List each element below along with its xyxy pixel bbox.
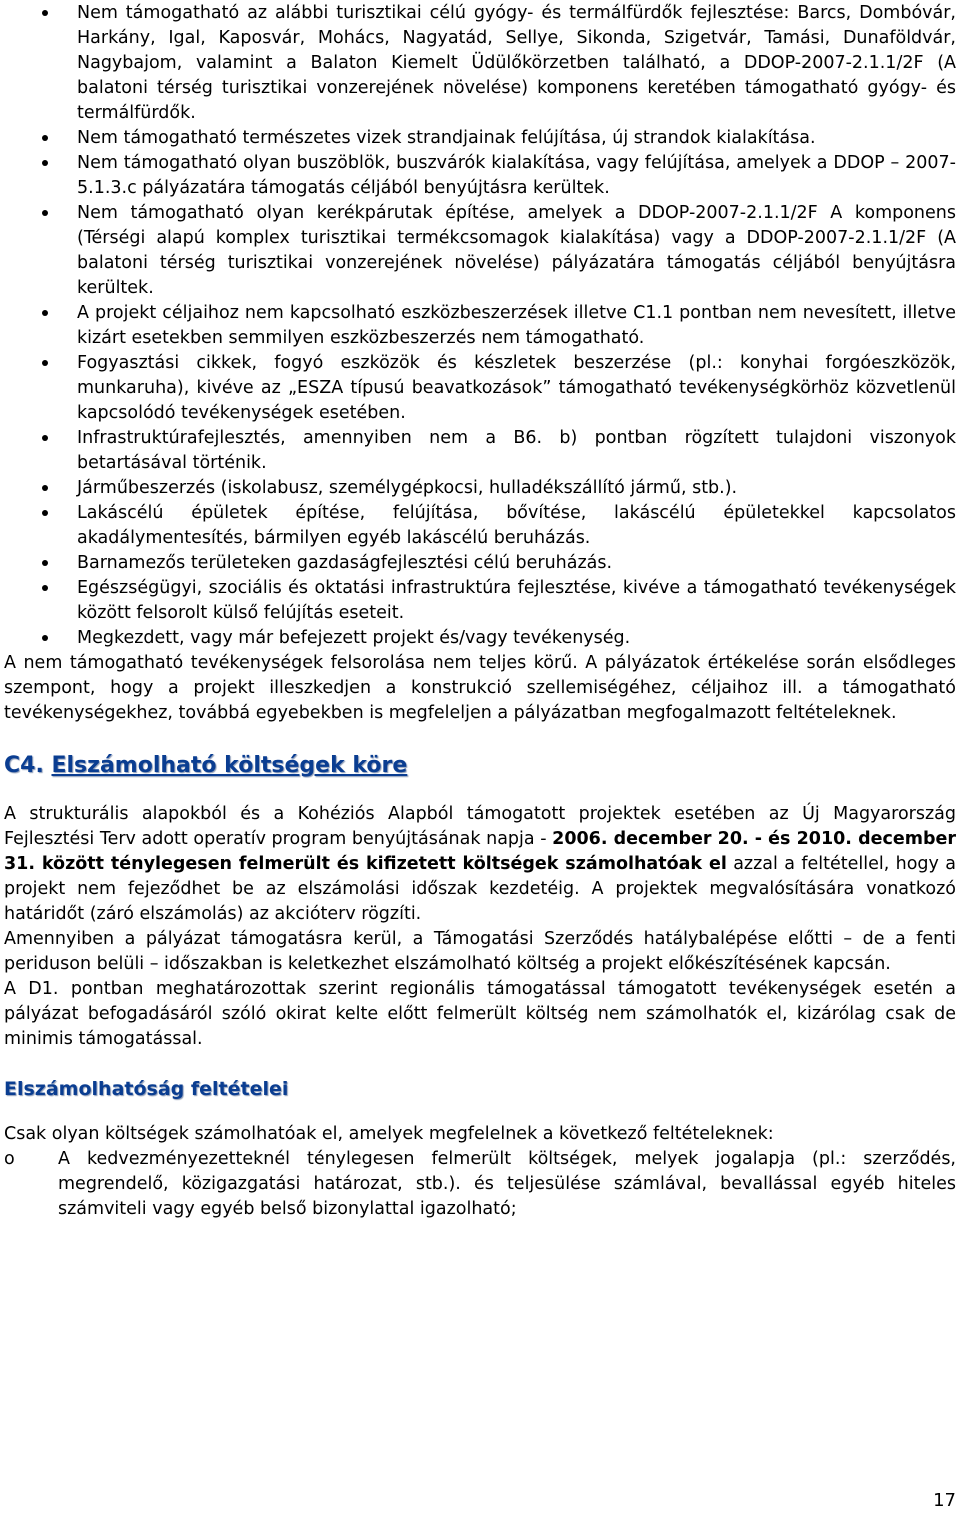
bullet-icon bbox=[42, 435, 48, 441]
closing-paragraph: A nem támogatható tevékenységek felsorolása nem teljes körű. A pályázatok értékelése során elsődleges szempont, hogy a projekt illeszkedjen a konstrukció szellemiségéhez, céljaihoz ill. a támogatható tevékenységekhez, továbbá egyebekben is megfeleljen a pályázatban megfogalmazott feltételeknek. bbox=[4, 653, 956, 723]
bullet-icon bbox=[42, 360, 48, 366]
bullet-icon bbox=[42, 510, 48, 516]
list-item: Egészségügyi, szociális és oktatási infrastruktúra fejlesztése, kivéve a támogatható tevékenységek között felsorolt külső felújítás eseteit. bbox=[4, 576, 956, 626]
regional-aid-paragraph: A D1. pontban meghatározottak szerint regionális támogatással támogatott tevékenységek esetén a pályázat befogadásáról szóló okirat kelte előtt felmerült költség nem számolhatók el, kizárólag csak de minimis támogatással. bbox=[4, 979, 956, 1049]
conditions-intro: Csak olyan költségek számolhatóak el, amelyek megfelelnek a következő feltételeknek: bbox=[4, 1124, 774, 1144]
bullet-icon bbox=[42, 160, 48, 166]
bullet-icon bbox=[42, 585, 48, 591]
list-item: Megkezdett, vagy már befejezett projekt és/vagy tevékenység. bbox=[4, 626, 956, 651]
page-content bbox=[4, 1, 956, 1222]
pre-contract-costs-paragraph: Amennyiben a pályázat támogatásra kerül, a Támogatási Szerződés hatálybalépése előtti – de a fenti periduson belüli – időszakban is keletkezhet elszámolható költség a projekt előkészítésének kapcsán. bbox=[4, 929, 956, 974]
bullet-icon bbox=[42, 210, 48, 216]
bullet-icon bbox=[42, 310, 48, 316]
list-item: o A kedvezményezetteknél ténylegesen felmerült költségek, melyek jogalapja (pl.: szerződés, megrendelő, közigazgatási határozat, stb.). és teljesülése számlával, bevallással egyéb hiteles számviteli vagy egyéb belső bizonylattal igazolható; bbox=[4, 1149, 956, 1219]
bullet-icon bbox=[42, 635, 48, 641]
bullet-icon bbox=[42, 135, 48, 141]
subsection-heading: Elszámolhatóság feltételei bbox=[4, 1078, 289, 1100]
list-item: Nem támogatható olyan buszöblök, buszvárók kialakítása, vagy felújítása, amelyek a DDOP – 2007- 5.1.3.c pályázatára támogatás céljából benyújtásra kerültek. bbox=[4, 151, 956, 201]
circle-bullet-icon: o bbox=[4, 1149, 15, 1169]
bullet-icon bbox=[42, 485, 48, 491]
section-title: Elszámolható költségek köre bbox=[51, 753, 408, 778]
conditions-list bbox=[4, 1147, 956, 1222]
list-item: Járműbeszerzés (iskolabusz, személygépkocsi, hulladékszállító jármű, stb.). bbox=[4, 476, 956, 501]
list-item: Infrastruktúrafejlesztés, amennyiben nem a B6. b) pontban rögzített tulajdoni viszonyok betartásával történik. bbox=[4, 426, 956, 476]
section-number: C4. bbox=[4, 753, 44, 778]
list-item: A projekt céljaihoz nem kapcsolható eszközbeszerzések illetve C1.1 pontban nem nevesített, illetve kizárt esetekben semmilyen eszközbeszerzés nem támogatható. bbox=[4, 301, 956, 351]
list-item: Lakáscélú épületek építése, felújítása, bővítése, lakáscélú épületekkel kapcsolatos akadálymentesítés, bármilyen egyéb lakáscélú beruházás. bbox=[4, 501, 956, 551]
list-item: Fogyasztási cikkek, fogyó eszközök és készletek beszerzése (pl.: konyhai forgóeszközök, munkaruha), kivéve az „ESZA típusú beavatkozások” támogatható tevékenységkörhöz közvetlenül kapcsolódó tevékenységek esetében. bbox=[4, 351, 956, 426]
eligibility-period-bold: 2006. december 20. - és 2010. december 31. között ténylegesen felmerült és kifizetett költségek számolhatóak el bbox=[4, 829, 956, 874]
bullet-icon bbox=[42, 10, 48, 16]
list-item: Nem támogatható természetes vizek strandjainak felújítása, új strandok kialakítása. bbox=[4, 126, 956, 151]
eligibility-period-paragraph: A strukturális alapokból és a Kohéziós Alapból támogatott projektek esetében az Új Magyarország Fejlesztési Terv adott operatív program benyújtásának napja - 2006. december 20. - és 2010. december 31. között ténylegesen felmerült és kifizetett költségek számolhatóak el azzal a feltétellel, hogy a projekt nem fejeződhet be az elszámolási időszak kezdetéig. A projektek megvalósítására vonatkozó határidőt (záró elszámolás) az akcióterv rögzíti. bbox=[4, 804, 956, 924]
list-item: Nem támogatható az alábbi turisztikai célú gyógy- és termálfürdők fejlesztése: Barcs, Dombóvár, Harkány, Igal, Kaposvár, Mohács, Nagyatád, Sellye, Sikonda, Szigetvár, Tamási, Dunaföldvár, Nagybajom, valamint a Balaton Kiemelt Üdülőkörzetben található, a DDOP-2007-2.1.1/2F (A balatoni térség turisztikai vonzerejének növelése) komponens keretében támogatható gyógy- és termálfürdők. bbox=[4, 1, 956, 126]
bullet-icon bbox=[42, 560, 48, 566]
list-item: Nem támogatható olyan kerékpárutak építése, amelyek a DDOP-2007-2.1.1/2F A komponens (Térségi alapú komplex turisztikai termékcsomagok kialakítása) vagy a DDOP-2007-2.1.1/2F (A balatoni térség turisztikai vonzerejének növelése) pályázatára támogatás céljából benyújtásra kerültek. bbox=[4, 201, 956, 301]
section-heading bbox=[4, 752, 956, 780]
list-item: Barnamezős területeken gazdaságfejlesztési célú beruházás. bbox=[4, 551, 956, 576]
ineligible-activities-list bbox=[4, 1, 956, 651]
page-number: 17 bbox=[933, 1490, 956, 1511]
